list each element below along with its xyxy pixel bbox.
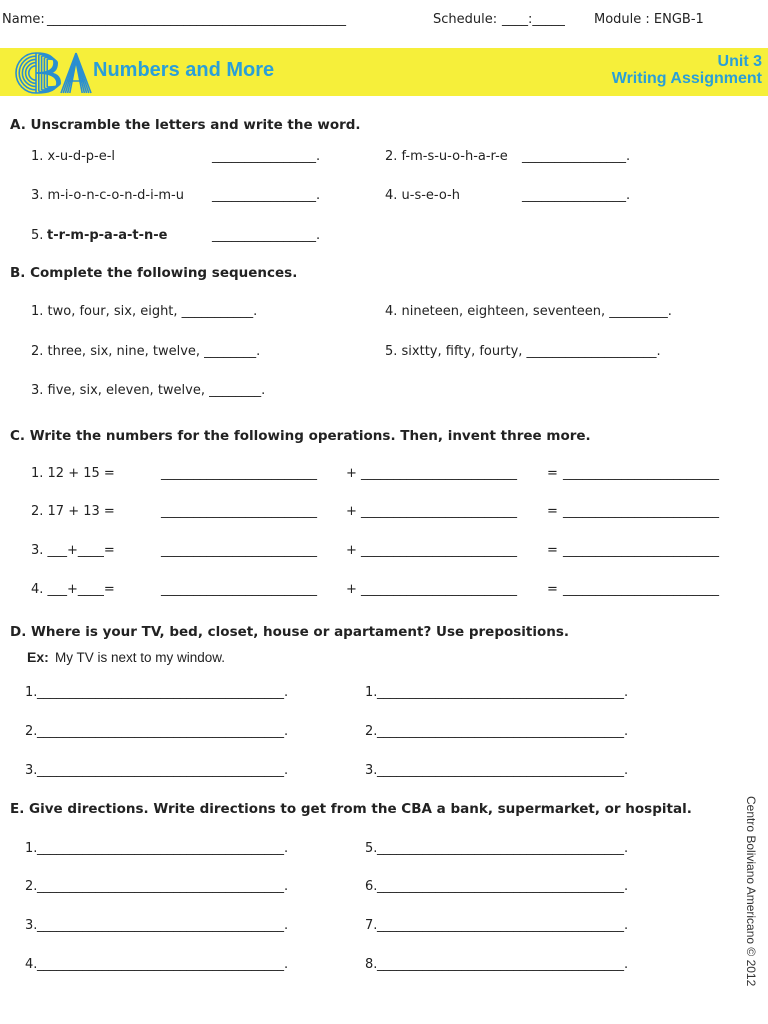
section-e-left-3-line[interactable]: ______________________________________. bbox=[37, 918, 289, 933]
section-a-item-5-number: 5. bbox=[31, 228, 44, 243]
section-a-item-4: 4. u-s-e-o-h bbox=[385, 188, 460, 203]
worksheet-title: Numbers and More bbox=[93, 59, 275, 81]
equals-sign: = bbox=[547, 466, 558, 481]
example-text: My TV is next to my window. bbox=[55, 650, 226, 665]
section-d-right-2-line[interactable]: ______________________________________. bbox=[377, 724, 629, 739]
title-banner bbox=[0, 48, 768, 96]
operation-blank-2b[interactable]: ________________________ bbox=[361, 504, 517, 519]
name-field[interactable]: ______________________________________________ bbox=[47, 12, 346, 27]
section-b-item-1[interactable]: 1. two, four, six, eight, ___________. bbox=[31, 304, 258, 319]
section-d-left-1-line[interactable]: ______________________________________. bbox=[37, 685, 289, 700]
section-b-item-3[interactable]: 3. five, six, eleven, twelve, ________. bbox=[31, 383, 266, 398]
section-a-answer-3[interactable]: ________________. bbox=[212, 188, 321, 203]
section-e-right-8-line[interactable]: ______________________________________. bbox=[377, 957, 629, 972]
section-c-heading: C. Write the numbers for the following operations. Then, invent three more. bbox=[10, 428, 591, 444]
section-d-left-3-line[interactable]: ______________________________________. bbox=[37, 763, 289, 778]
operation-blank-2c[interactable]: ________________________ bbox=[563, 504, 719, 519]
operation-label-1: 1. 12 + 15 = bbox=[31, 466, 115, 481]
section-d-right-3-number: 3. bbox=[365, 763, 378, 778]
section-d-right-1-line[interactable]: ______________________________________. bbox=[377, 685, 629, 700]
section-b-heading: B. Complete the following sequences. bbox=[10, 265, 298, 281]
equals-sign: = bbox=[547, 543, 558, 558]
operation-blank-2a[interactable]: ________________________ bbox=[161, 504, 317, 519]
schedule-label: Schedule: bbox=[433, 12, 498, 27]
section-a-item-5: t-r-m-p-a-a-t-n-e bbox=[47, 228, 168, 243]
section-e-left-1-number: 1. bbox=[25, 841, 38, 856]
name-label: Name: bbox=[2, 12, 45, 27]
example-label: Ex: bbox=[27, 649, 49, 665]
section-a-answer-4[interactable]: ________________. bbox=[522, 188, 631, 203]
operation-label-3[interactable]: 3. ___+____= bbox=[31, 543, 115, 558]
plus-sign: + bbox=[346, 504, 357, 519]
section-b-item-4[interactable]: 4. nineteen, eighteen, seventeen, _________. bbox=[385, 304, 672, 319]
section-a-answer-5[interactable]: ________________. bbox=[212, 228, 321, 243]
unit-heading bbox=[612, 53, 762, 87]
section-e-left-2-number: 2. bbox=[25, 879, 38, 894]
section-e-left-2-line[interactable]: ______________________________________. bbox=[37, 879, 289, 894]
section-e-left-3-number: 3. bbox=[25, 918, 38, 933]
section-d-left-2-line[interactable]: ______________________________________. bbox=[37, 724, 289, 739]
section-a-item-2: 2. f-m-s-u-o-h-a-r-e bbox=[385, 149, 508, 164]
copyright-text: Centro Boliviano Americano © 2012 bbox=[744, 796, 758, 987]
section-e-heading: E. Give directions. Write directions to get from the CBA a bank, supermarket, or hospital. bbox=[10, 801, 692, 817]
operation-blank-1b[interactable]: ________________________ bbox=[361, 466, 517, 481]
section-a-item-1: 1. x-u-d-p-e-l bbox=[31, 149, 116, 164]
operation-blank-4a[interactable]: ________________________ bbox=[161, 582, 317, 597]
plus-sign: + bbox=[346, 466, 357, 481]
equals-sign: = bbox=[547, 582, 558, 597]
section-b-item-5[interactable]: 5. sixtty, fifty, fourty, ____________________. bbox=[385, 344, 661, 359]
operation-blank-1a[interactable]: ________________________ bbox=[161, 466, 317, 481]
unit-label: Unit 3 bbox=[717, 53, 762, 70]
section-d-right-1-number: 1. bbox=[365, 685, 378, 700]
schedule-field[interactable]: ____:_____ bbox=[502, 12, 565, 27]
operation-blank-4c[interactable]: ________________________ bbox=[563, 582, 719, 597]
operation-blank-1c[interactable]: ________________________ bbox=[563, 466, 719, 481]
section-e-left-4-number: 4. bbox=[25, 957, 38, 972]
section-b-item-2[interactable]: 2. three, six, nine, twelve, ________. bbox=[31, 344, 261, 359]
operation-label-4[interactable]: 4. ___+____= bbox=[31, 582, 115, 597]
section-e-right-5-line[interactable]: ______________________________________. bbox=[377, 841, 629, 856]
section-d-left-2-number: 2. bbox=[25, 724, 38, 739]
section-d-right-3-line[interactable]: ______________________________________. bbox=[377, 763, 629, 778]
module-label: Module : ENGB-1 bbox=[594, 12, 704, 27]
section-d-right-2-number: 2. bbox=[365, 724, 378, 739]
section-e-right-7-number: 7. bbox=[365, 918, 378, 933]
plus-sign: + bbox=[346, 582, 357, 597]
section-a-heading: A. Unscramble the letters and write the word. bbox=[10, 117, 361, 133]
section-a-answer-2[interactable]: ________________. bbox=[522, 149, 631, 164]
section-d-left-1-number: 1. bbox=[25, 685, 38, 700]
plus-sign: + bbox=[346, 543, 357, 558]
section-e-right-6-number: 6. bbox=[365, 879, 378, 894]
section-a-item-3: 3. m-i-o-n-c-o-n-d-i-m-u bbox=[31, 188, 184, 203]
section-e-right-7-line[interactable]: ______________________________________. bbox=[377, 918, 629, 933]
operation-blank-3b[interactable]: ________________________ bbox=[361, 543, 517, 558]
operation-blank-3c[interactable]: ________________________ bbox=[563, 543, 719, 558]
equals-sign: = bbox=[547, 504, 558, 519]
operation-blank-3a[interactable]: ________________________ bbox=[161, 543, 317, 558]
section-e-right-8-number: 8. bbox=[365, 957, 378, 972]
operation-blank-4b[interactable]: ________________________ bbox=[361, 582, 517, 597]
cba-logo bbox=[6, 50, 94, 96]
section-d-left-3-number: 3. bbox=[25, 763, 38, 778]
section-a-answer-1[interactable]: ________________. bbox=[212, 149, 321, 164]
operation-label-2: 2. 17 + 13 = bbox=[31, 504, 115, 519]
section-e-left-1-line[interactable]: ______________________________________. bbox=[37, 841, 289, 856]
section-e-left-4-line[interactable]: ______________________________________. bbox=[37, 957, 289, 972]
assignment-type: Writing Assignment bbox=[611, 70, 762, 87]
section-d-heading: D. Where is your TV, bed, closet, house or apartament? Use prepositions. bbox=[10, 624, 570, 640]
section-e-right-6-line[interactable]: ______________________________________. bbox=[377, 879, 629, 894]
section-e-right-5-number: 5. bbox=[365, 841, 378, 856]
